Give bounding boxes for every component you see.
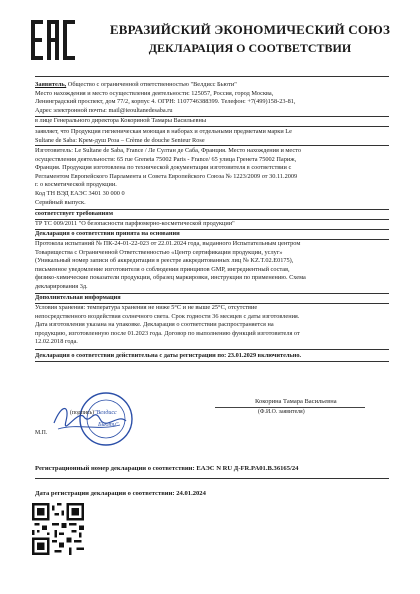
basis-line-3: (Уникальный номер записи об аккредитации в реестре аккредитованных лиц № KZ.T.02.E0175), [35,257,294,265]
divider [35,126,389,127]
basis-line-5: физико-химические показатели продукции, образец маркировки, инструкция по применению. Схема [35,274,306,282]
additional-line-4: продукцию, изготовленную после 01.2023 года. Договор по выполнению функций изготовителя от [35,329,300,337]
seal-place-label: М.П. [35,430,48,436]
company-stamp-and-signature [48,389,144,451]
additional-block [35,294,389,303]
declares-block [35,128,389,145]
validity-text: Декларация о соответствии действительна с даты регистрации по: 23.01.2029 включительно. [35,352,302,359]
manufacturer-line-3: Франция. Продукция изготовлена по технической документации изготовителя в соответствии с [35,164,292,172]
signature-caption: (подпись) [70,410,95,416]
representative-text: в лице Генерального директора Кокориной Тамары Васильевны [35,117,207,124]
manufacturer-line-4: Регламентом Европейского Парламента и Совета Европейского Союза № 1223/2009 от 30.11.2009 [35,172,298,180]
eac-logo-icon [30,18,76,62]
requirements-title: соответствует требованиям [35,210,113,217]
validity-block [35,352,389,361]
additional-text [35,304,389,347]
qr-code-icon [32,503,84,555]
representative [35,117,389,126]
basis-line-4: письменное уведомление изготовителя о соблюдении принципов GMP, ингредиентный состав, [35,265,290,273]
divider [35,145,389,146]
basis-line-2: Товарищества с Ограниченной Ответственностью «Центр сертификации продукции, услуг» [35,248,283,256]
basis-line-6: декларирования 3д. [35,282,88,290]
manufacturer-line-2: осуществления деятельности: 65 rue Greneta 75002 Paris - France/ 65 улица Гренета 75002 Париж, [35,155,297,163]
signer-caption: (Ф.И.О. заявителя) [258,409,305,415]
requirements-block [35,210,389,219]
additional-line-2: непосредственного воздействия солнечного света. Срок годности 36 месяцев с даты изготовления. [35,312,300,320]
additional-line-5: 12.02.2018 года. [35,338,78,346]
declares-line-1: заявляет, что Продукция гигиеническая моющая в наборах и отдельными предметами марки Le [35,128,292,135]
product-name: Sultane de Saba: Крем-душ Роза – Crème de douche Senteur Rose [35,136,205,144]
declaration-title: ДЕКЛАРАЦИЯ О СООТВЕТСТВИИ [148,41,352,55]
divider [35,76,389,77]
manufacturer-block [35,147,389,207]
additional-line-1: Условия хранения: температура хранения не ниже 5°С и не выше 25°С, отсутствие [35,304,258,311]
applicant-address-2: Ленинградский проспект, дом 77/2, корпус 4. ОГРН: 1107746388399. Телефон: +7(499)158-23-81, [35,98,296,106]
svg-text:Бьюти": Бьюти" [98,422,119,428]
divider [35,349,389,350]
signer-name: Кокорина Тамара Васильевна [255,398,337,405]
tn-ved-code: Код ТН ВЭД ЕАЭС 3401 30 000 0 [35,189,125,197]
requirements-text: ТР ТС 009/2011 "О безопасности парфюмерно-косметической продукции" [35,220,235,227]
requirements-text-block [35,220,389,229]
additional-line-3: Дата изготовления указана на упаковке. Декларация о соответствии распространяется на [35,321,274,329]
applicant-email: Адрес электронной почты: mail@ieoultanedesaba.ru [35,106,173,114]
basis-line-1: Протокола испытаний № ПК-24-01-22-023 от 22.01.2024 года, выданного Испытательным центром [35,240,301,247]
registration-number: Регистрационный номер декларации о соответствии: ЕАЭС N RU Д-FR.PA01.B.36165/24 [35,465,299,472]
basis-title: Декларация о соответствии принята на основании [35,230,180,237]
divider [35,478,389,479]
divider [35,361,389,362]
svg-text:"Велдисс: "Велдисс [94,410,117,416]
serial-release: Серийный выпуск. [35,198,86,206]
manufacturer-line-5: г. о косметической продукции. [35,181,117,189]
applicant-name: Общество с ограниченной ответственностью "Велдисс Бьюти" [66,81,237,88]
basis-text [35,240,389,292]
registration-date: Дата регистрации декларации о соответствии: 24.01.2024 [35,490,206,497]
additional-title: Дополнительная информация [35,294,121,301]
basis-block [35,230,389,239]
manufacturer-line-1: Изготовитель: Le Sultane de Saba, France / Ле Султан де Саба, Франция. Место нахождения и место [35,147,301,154]
signer-underline [215,407,365,408]
applicant-label: Заявитель, [35,81,67,88]
applicant-block [35,81,389,115]
applicant-address-1: Место нахождения и место осуществления деятельности: 125057, Россия, город Москва, [35,89,274,97]
union-title: ЕВРАЗИЙСКИЙ ЭКОНОМИЧЕСКИЙ СОЮЗ [109,22,391,37]
